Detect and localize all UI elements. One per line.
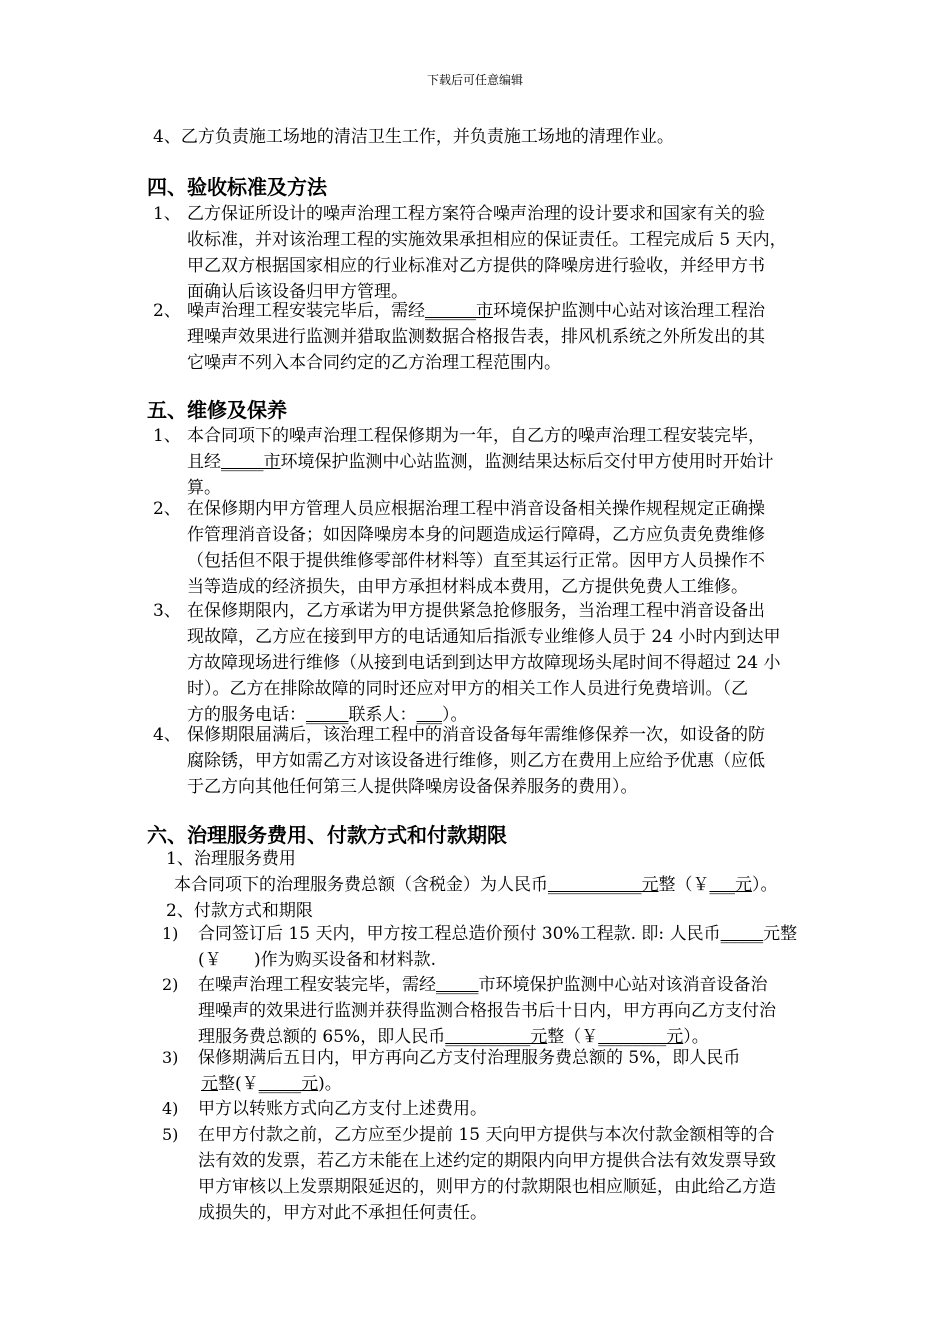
text-line: 时）。乙方在排除故障的同时还应对甲方的相关工作人员进行免费培训。（乙 bbox=[187, 679, 748, 699]
text-line bbox=[198, 972, 858, 998]
text-line bbox=[187, 449, 851, 475]
blank-amount-field: _____ bbox=[720, 924, 764, 944]
text-run: 整（￥ bbox=[658, 875, 710, 895]
text-run: ）。 bbox=[442, 705, 468, 725]
payment-heading: 2、付款方式和期限 bbox=[166, 901, 313, 921]
s5-item-4-text bbox=[187, 722, 851, 800]
text-line: 保修期限届满后，该治理工程中的消音设备每年需维修保养一次，如设备的防 bbox=[187, 725, 765, 745]
text-line: 理噪声的效果进行监测并获得监测合格报告书后十日内，甲方再向乙方支付治 bbox=[198, 1001, 776, 1021]
text-line bbox=[198, 1071, 858, 1097]
text-run: 方的服务电话： bbox=[187, 705, 306, 725]
text-line: 它噪声不列入本合同约定的乙方治理工程范围内。 bbox=[187, 353, 561, 373]
text-run: 理服务费总额的 65%，即人民币 bbox=[198, 1027, 446, 1047]
blank-amount-field: _____元 bbox=[258, 1074, 319, 1094]
text-line: 法有效的发票，若乙方未能在上述约定的期限内向甲方提供合法有效发票导致 bbox=[198, 1151, 776, 1171]
text-run: 且经 bbox=[187, 452, 221, 472]
blank-amount-field: __________元 bbox=[445, 1027, 548, 1047]
text-line bbox=[198, 921, 858, 947]
text-line: 理噪声效果进行监测并猎取监测数据合格报告表，排风机系统之外所发出的其 bbox=[187, 327, 765, 347]
text-line: 甲方审核以上发票期限延迟的，则甲方的付款期限也相应顺延，由此给乙方造 bbox=[198, 1177, 776, 1197]
pay-item-1-text bbox=[198, 921, 858, 973]
text-run: 元整 bbox=[763, 924, 798, 944]
text-line: 面确认后该设备归甲方管理。 bbox=[187, 282, 408, 302]
text-line: 方故障现场进行维修（从接到电话到到达甲方故障现场头尾时间不得超过 24 小 bbox=[187, 653, 781, 673]
page-header: 下载后可任意编辑 bbox=[426, 73, 523, 87]
text-line: 腐除锈，甲方如需乙方对该设备进行维修，则乙方在费用上应给予优惠（应低 bbox=[187, 751, 765, 771]
pay-item-3-number: 3) bbox=[162, 1048, 179, 1067]
s5-item-3-text bbox=[187, 598, 851, 728]
s5-item-2-number: 2、 bbox=[153, 499, 181, 519]
text-line: 在保修期内甲方管理人员应根据治理工程中消音设备相关操作规程规定正确操 bbox=[187, 499, 765, 519]
text-line: 保修期满后五日内，甲方再向乙方支付治理服务费总额的 5%，即人民币 bbox=[198, 1048, 741, 1068]
blank-amount-field: 元 bbox=[201, 1074, 218, 1094]
section-5-title: 五、维修及保养 bbox=[147, 398, 287, 422]
blank-contact-field: ___ bbox=[416, 705, 442, 725]
text-line: （包括但不限于提供维修零部件材料等）直至其运行正常。因甲方人员操作不 bbox=[187, 551, 765, 571]
text-run: 联系人： bbox=[348, 705, 417, 725]
text-run: ）。 bbox=[683, 1027, 709, 1047]
s4-item-2-text bbox=[187, 298, 851, 376]
text-line bbox=[187, 298, 851, 324]
s4-item-1-text bbox=[187, 201, 851, 305]
s5-item-3-number: 3、 bbox=[153, 601, 181, 621]
text-run: 环境保护监测中心站对该治理工程治 bbox=[493, 301, 765, 321]
text-run: 环境保护监测中心站监测，监测结果达标后交付甲方使用时开始计 bbox=[280, 452, 774, 472]
text-line: 在保修期限内，乙方承诺为甲方提供紧急抢修服务，当治理工程中消音设备出 bbox=[187, 601, 765, 621]
text-line: 现故障，乙方应在接到甲方的电话通知后指派专业维修人员于 24 小时内到达甲 bbox=[187, 627, 781, 647]
text-line: 甲乙双方根据国家相应的行业标准对乙方提供的降噪房进行验收，并经甲方书 bbox=[187, 256, 765, 276]
blank-city-field: _____市 bbox=[221, 452, 281, 472]
s5-item-1-number: 1、 bbox=[153, 426, 181, 446]
text-line: 于乙方向其他任何第三人提供降噪房设备保养服务的费用）。 bbox=[187, 777, 638, 797]
blank-amount-field: ________元 bbox=[598, 1027, 684, 1047]
pay-item-4-text bbox=[198, 1096, 858, 1122]
s5-item-4-number: 4、 bbox=[153, 725, 181, 745]
text-line: 收标准，并对该治理工程的实施效果承担相应的保证责任。工程完成后 5 天内， bbox=[187, 230, 787, 250]
s4-item-2-number: 2、 bbox=[153, 301, 181, 321]
pay-item-2-number: 2) bbox=[162, 975, 179, 994]
section-4-title: 四、验收标准及方法 bbox=[147, 175, 327, 199]
blank-city-field: _____ bbox=[436, 975, 479, 995]
text-run: 合同签订后 15 天内，甲方按工程总造价预付 30%工程款. 即: 人民币 bbox=[198, 924, 721, 944]
text-line: 甲方以转账方式向乙方支付上述费用。 bbox=[198, 1099, 487, 1119]
text-line: 成损失的，甲方对此不承担任何责任。 bbox=[198, 1203, 487, 1223]
pay-item-2-text bbox=[198, 972, 858, 1050]
text-run: ）。 bbox=[752, 875, 778, 895]
text-line: (￥ )作为购买设备和材料款. bbox=[198, 950, 437, 970]
text-run: 整（￥ bbox=[547, 1027, 599, 1047]
text-run: 本合同项下的治理服务费总额（含税金）为人民币 bbox=[174, 875, 548, 895]
text-run: 噪声治理工程安装完毕后，需经 bbox=[187, 301, 425, 321]
s5-item-2-text bbox=[187, 496, 851, 600]
blank-phone-field: _____ bbox=[306, 705, 349, 725]
blank-amount-field: ___________元 bbox=[548, 875, 659, 895]
pay-item-4-number: 4) bbox=[162, 1099, 179, 1118]
blank-amount-field: ___元 bbox=[709, 875, 752, 895]
text-run: 在噪声治理工程安装完毕，需经 bbox=[198, 975, 436, 995]
text-run: )。 bbox=[318, 1074, 342, 1094]
pay-item-3-text bbox=[198, 1045, 858, 1097]
fee-heading: 1、治理服务费用 bbox=[166, 849, 296, 869]
text-line: 本合同项下的噪声治理工程保修期为一年，自乙方的噪声治理工程安装完毕， bbox=[187, 426, 765, 446]
pay-item-5-number: 5) bbox=[162, 1125, 179, 1144]
blank-city-field: ______市 bbox=[425, 301, 493, 321]
s5-item-1-text bbox=[187, 423, 851, 501]
pay-item-1-number: 1) bbox=[162, 924, 179, 943]
pay-item-5-text bbox=[198, 1122, 858, 1226]
section-6-title: 六、治理服务费用、付款方式和付款期限 bbox=[147, 823, 507, 847]
text-line: 乙方保证所设计的噪声治理工程方案符合噪声治理的设计要求和国家有关的验 bbox=[187, 204, 765, 224]
pre-item-4: 4、乙方负责施工场地的清洁卫生工作，并负责施工场地的清理作业。 bbox=[153, 127, 674, 147]
text-line: 算。 bbox=[187, 478, 221, 498]
text-line: 当等造成的经济损失，由甲方承担材料成本费用，乙方提供免费人工维修。 bbox=[187, 577, 748, 597]
text-line: 作管理消音设备；如因降噪房本身的问题造成运行障碍，乙方应负责免费维修 bbox=[187, 525, 765, 545]
text-run: 整(￥ bbox=[218, 1074, 259, 1094]
fee-total-line bbox=[174, 872, 778, 898]
text-run: 市环境保护监测中心站对该消音设备治 bbox=[478, 975, 768, 995]
s4-item-1-number: 1、 bbox=[153, 204, 181, 224]
text-line: 在甲方付款之前，乙方应至少提前 15 天向甲方提供与本次付款金额相等的合 bbox=[198, 1125, 775, 1145]
